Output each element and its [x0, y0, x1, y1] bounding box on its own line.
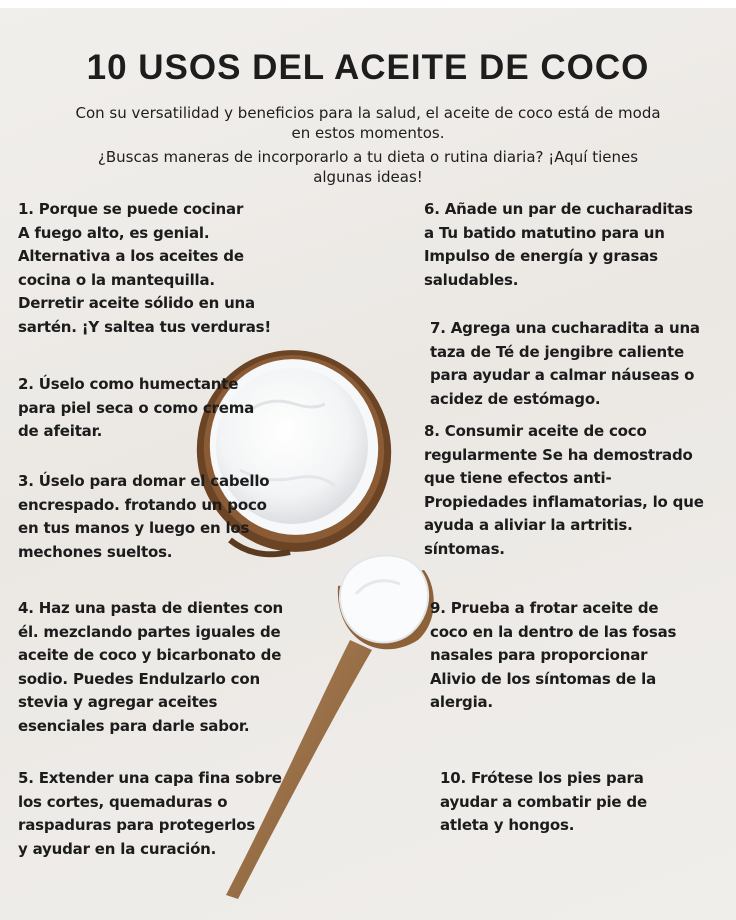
item-7-line-3: para ayudar a calmar náuseas o	[430, 366, 695, 384]
item-9-line-2: coco en la dentro de las fosas	[430, 622, 677, 641]
intro-line-4: algunas ideas!	[313, 168, 423, 186]
item-2-line-1: 2. Úselo como humectante	[18, 375, 239, 393]
page-title: 10 USOS DEL ACEITE DE COCO	[86, 48, 650, 87]
list-item-4	[18, 597, 283, 738]
intro-line-2: en estos momentos.	[291, 124, 445, 142]
item-4-line-1: 4. Haz una pasta de dientes con	[18, 599, 284, 617]
item-8-line-1: 8. Consumir aceite de coco	[424, 422, 647, 440]
item-5-line-1: 5. Extender una capa fina sobre	[18, 769, 282, 787]
list-item-6	[424, 198, 693, 292]
list-item-8	[424, 420, 704, 561]
list-item-1	[18, 198, 271, 339]
item-3-line-3: en tus manos y luego en los	[18, 519, 250, 537]
item-7-line-4: acidez de estómago.	[430, 389, 601, 408]
item-3-line-2: encrespado. frotando un poco	[18, 495, 267, 514]
item-8-line-5: ayuda a aliviar la artritis.	[424, 516, 633, 534]
item-6-line-4: saludables.	[424, 270, 519, 289]
item-9-line-3: nasales para proporcionar	[430, 646, 648, 664]
item-8-line-4: Propiedades inflamatorias, lo que	[424, 492, 704, 511]
list-item-10	[440, 767, 647, 838]
item-7-line-2: taza de Té de jengibre caliente	[430, 342, 684, 361]
item-5-line-3: raspaduras para protegerlos	[18, 816, 256, 834]
item-3-line-4: mechones sueltos.	[18, 542, 173, 561]
item-4-line-5: stevia y agregar aceites	[18, 693, 218, 711]
item-8-line-6: síntomas.	[424, 539, 505, 558]
item-6-line-3: Impulso de energía y grasas	[424, 247, 658, 265]
item-9-line-4: Alivio de los síntomas de la	[430, 669, 656, 688]
intro-line-3: ¿Buscas maneras de incorporarlo a tu dieta o rutina diaria? ¡Aquí tienes	[97, 148, 639, 166]
item-1-line-5: Derretir aceite sólido en una	[18, 294, 255, 312]
item-3-line-1: 3. Úselo para domar el cabello	[18, 472, 270, 490]
list-item-9	[430, 597, 676, 715]
item-9-line-1: 9. Prueba a frotar aceite de	[430, 599, 659, 617]
item-10-line-2: ayudar a combatir pie de	[440, 792, 647, 811]
list-item-2	[18, 373, 254, 444]
list-item-5	[18, 767, 282, 861]
intro-line-1: Con su versatilidad y beneficios para la salud, el aceite de coco está de moda	[75, 104, 661, 122]
item-10-line-1: 10. Frótese los pies para	[440, 769, 644, 787]
item-2-line-2: para piel seca o como crema	[18, 398, 255, 417]
item-1-line-3: Alternativa a los aceites de	[18, 247, 244, 265]
item-1-line-4: cocina o la mantequilla.	[18, 270, 215, 289]
item-7-line-1: 7. Agrega una cucharadita a una	[430, 319, 700, 337]
item-1-line-1: 1. Porque se puede cocinar	[18, 200, 244, 218]
item-10-line-3: atleta y hongos.	[440, 816, 575, 834]
item-9-line-5: alergia.	[430, 693, 493, 711]
item-1-line-6: sartén. ¡Y saltea tus verduras!	[18, 317, 272, 336]
item-4-line-3: aceite de coco y bicarbonato de	[18, 646, 282, 664]
item-4-line-4: sodio. Puedes Endulzarlo con	[18, 669, 260, 688]
item-8-line-3: que tiene efectos anti-	[424, 469, 612, 487]
item-8-line-2: regularmente Se ha demostrado	[424, 445, 693, 464]
item-5-line-2: los cortes, quemaduras o	[18, 792, 228, 811]
item-6-line-2: a Tu batido matutino para un	[424, 223, 665, 242]
item-6-line-1: 6. Añade un par de cucharaditas	[424, 200, 693, 218]
item-1-line-2: A fuego alto, es genial.	[18, 223, 210, 242]
item-2-line-3: de afeitar.	[18, 422, 103, 440]
list-item-3	[18, 470, 269, 564]
item-4-line-2: él. mezclando partes iguales de	[18, 622, 281, 641]
item-4-line-6: esenciales para darle sabor.	[18, 716, 250, 735]
item-5-line-4: y ayudar en la curación.	[18, 839, 217, 858]
list-item-7	[430, 317, 700, 411]
